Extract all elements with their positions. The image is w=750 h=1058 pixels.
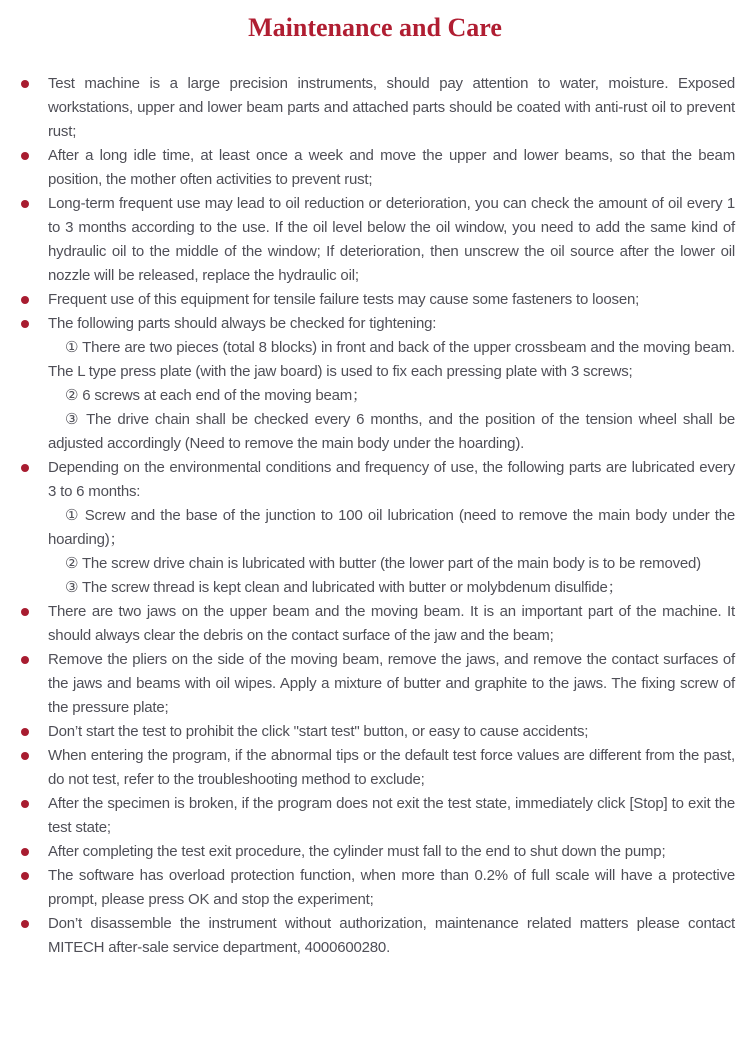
list-item xyxy=(48,912,735,960)
list-item-text: Don’t disassemble the instrument without authorization, maintenance related matters please contact MITECH after-sale service department, 4000600280. xyxy=(48,915,735,956)
bullet-icon xyxy=(21,80,29,88)
list-item xyxy=(48,648,735,720)
bullet-icon xyxy=(21,800,29,808)
list-item-text: The following parts should always be checked for tightening: xyxy=(48,315,437,332)
bullet-icon xyxy=(21,464,29,472)
bullet-icon xyxy=(21,200,29,208)
bullet-icon xyxy=(21,848,29,856)
list-item-text: Don’t start the test to prohibit the click "start test" button, or easy to cause accidents; xyxy=(48,723,589,740)
list-item-text: Frequent use of this equipment for tensile failure tests may cause some fasteners to loosen; xyxy=(48,291,640,308)
bullet-icon xyxy=(21,152,29,160)
bullet-icon xyxy=(21,656,29,664)
list-item xyxy=(48,720,735,744)
bullet-icon xyxy=(21,752,29,760)
list-subitem-text: ② 6 screws at each end of the moving beam； xyxy=(65,387,367,404)
list-item-text: After the specimen is broken, if the program does not exit the test state, immediately click [Stop] to exit the test state; xyxy=(48,795,735,836)
bullet-icon xyxy=(21,320,29,328)
list-subitem-text: ① Screw and the base of the junction to 100 oil lubrication (need to remove the main body under the hoarding)； xyxy=(48,507,735,548)
list-item-text: After a long idle time, at least once a week and move the upper and lower beams, so that the beam position, the mother often activities to prevent rust; xyxy=(48,147,735,188)
list-item-text: Test machine is a large precision instruments, should pay attention to water, moisture. Exposed workstations, upper and lower beam parts and attached parts should be coated with anti-rust oil to prevent rust; xyxy=(48,75,735,140)
list-item xyxy=(48,744,735,792)
list-item xyxy=(48,192,735,288)
list-item-text: Long-term frequent use may lead to oil reduction or deterioration, you can check the amount of oil every 1 to 3 months according to the use. If the oil level below the oil window, you need to add the same kind of hydraulic oil to the middle of the window; If deterioration, then unscrew the oil source after the lower oil nozzle will be released, replace the hydraulic oil; xyxy=(48,195,735,284)
list-item xyxy=(48,840,735,864)
list-item-text: After completing the test exit procedure, the cylinder must fall to the end to shut down the pump; xyxy=(48,843,666,860)
list-subitem-text: ③ The screw thread is kept clean and lubricated with butter or molybdenum disulfide； xyxy=(65,579,623,596)
list-item xyxy=(48,288,735,312)
list-item-text: Depending on the environmental conditions and frequency of use, the following parts are lubricated every 3 to 6 months: xyxy=(48,459,735,500)
list-item-text: The software has overload protection function, when more than 0.2% of full scale will have a protective prompt, please press OK and stop the experiment; xyxy=(48,867,735,908)
list-item xyxy=(48,792,735,840)
bullet-icon xyxy=(21,872,29,880)
bullet-icon xyxy=(21,296,29,304)
list-subitem-text: ① There are two pieces (total 8 blocks) in front and back of the upper crossbeam and the moving beam. The L type press plate (with the jaw board) is used to fix each pressing plate with 3 screws; xyxy=(48,339,735,380)
list-item-text: Remove the pliers on the side of the moving beam, remove the jaws, and remove the contact surfaces of the jaws and beams with oil wipes. Apply a mixture of butter and graphite to the jaws. The fixing screw of the pressure plate; xyxy=(48,651,735,716)
list-item xyxy=(48,600,735,648)
list-item xyxy=(48,312,735,456)
list-item-text: There are two jaws on the upper beam and the moving beam. It is an important part of the machine. It should always clear the debris on the contact surface of the jaw and the beam; xyxy=(48,603,735,644)
list-subitem-text: ② The screw drive chain is lubricated with butter (the lower part of the main body is to be removed) xyxy=(65,555,701,572)
bullet-icon xyxy=(21,920,29,928)
list-subitem-text: ③ The drive chain shall be checked every 6 months, and the position of the tension wheel shall be adjusted accordingly (Need to remove the main body under the hoarding). xyxy=(48,411,735,452)
page-title: Maintenance and Care xyxy=(248,13,502,42)
list-item xyxy=(48,864,735,912)
list-item xyxy=(48,456,735,600)
bullet-icon xyxy=(21,608,29,616)
bullet-icon xyxy=(21,728,29,736)
list-item-text: When entering the program, if the abnormal tips or the default test force values are different from the past, do not test, refer to the troubleshooting method to exclude; xyxy=(48,747,735,788)
list-item xyxy=(48,72,735,144)
maintenance-list xyxy=(48,72,735,960)
list-item xyxy=(48,144,735,192)
